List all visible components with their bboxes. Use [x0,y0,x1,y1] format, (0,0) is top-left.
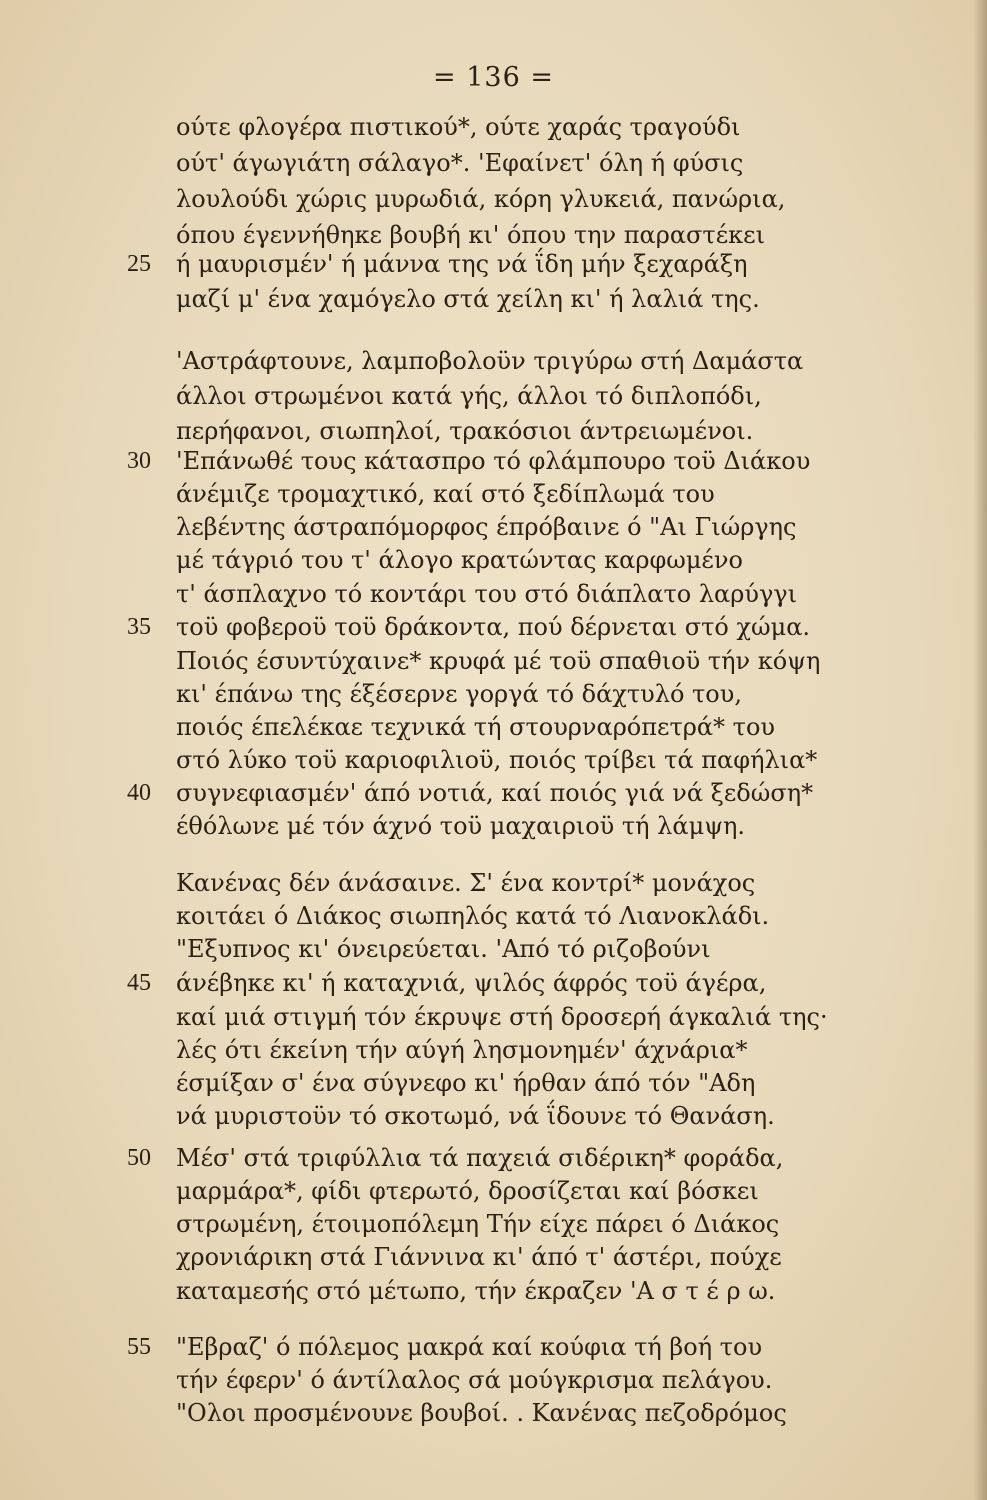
text-line: 'Αστράφτουνε, λαμποβολοϋν τριγύρω στή Δαμάστα [176,347,804,375]
text-line: έθόλωνε μέ τόν άχνό τοϋ μαχαιριοϋ τή λάμψη. [176,812,746,840]
text-line: λουλούδι χώρις μυρωδιά, κόρη γλυκειά, πανώρια, [176,185,786,213]
line-number: 45 [127,970,151,996]
text-line: άνέβηκε κι' ή καταχνιά, ψιλός άφρός τοϋ άγέρα, [176,969,767,997]
line-number: 35 [127,614,151,640]
text-line: τοϋ φοβεροϋ τοϋ δράκοντα, πού δέρνεται στό χώμα. [176,613,811,641]
text-line: συγνεφιασμέν' άπό νοτιά, καί ποιός γιά νά ξεδώση* [176,779,814,807]
line-number: 55 [127,1334,151,1360]
text-line: καί μιά στιγμή τόν έκρυψε στή δροσερή άγκαλιά της· [176,1003,828,1031]
page-number: = 136 = [433,62,554,93]
text-line: νά μυριστοϋν τό σκοτωμό, νά ΐδουνε τό Θανάση. [176,1102,775,1130]
text-line: Κανένας δέν άνάσαινε. Σ' ένα κοντρί* μονάχος [176,869,756,897]
text-line: ποιός έπελέκαε τεχνικά τή στουρναρόπετρά* του [176,713,775,741]
line-number: 30 [127,448,151,474]
text-line: στρωμένη, έτοιμοπόλεμη Τήν είχε πάρει ό Διάκος [176,1210,780,1238]
text-line: μέ τάγριό του τ' άλογο κρατώντας καρφωμένο [176,546,743,574]
text-line: λές ότι έκείνη τήν αύγή λησμονημέν' άχνάρια* [176,1036,748,1064]
text-line: άνέμιζε τρομαχτικό, καί στό ξεδίπλωμά του [176,480,715,508]
text-line: περήφανοι, σιωπηλοί, τρακόσιοι άντρειωμένοι. [176,417,754,445]
line-number: 50 [127,1145,151,1171]
text-line: ούτ' άγωγιάτη σάλαγο*. 'Εφαίνετ' όλη ή φύσις [176,149,744,177]
text-line: λεβέντης άστραπόμορφος έπρόβαινε ό "Αι Γιώργης [176,513,797,541]
text-line: κοιτάει ό Διάκος σιωπηλός κατά τό Λιανοκλάδι. [176,902,770,930]
text-line: ούτε φλογέρα πιστικού*, ούτε χαράς τραγούδι [176,113,741,141]
text-line: "Ολοι προσμένουνε βουβοί. . Κανένας πεζοδρόμος [176,1399,787,1427]
text-line: κι' έπάνω της έξέσερνε γοργά τό δάχτυλό του, [176,680,742,708]
text-line: "Εξυπνος κι' όνειρεύεται. 'Από τό ριζοβούνι [176,935,711,963]
text-line: Ποιός έσυντύχαινε* κρυφά μέ τοϋ σπαθιοϋ τήν κόψη [176,647,821,675]
text-line: "Εβραζ' ό πόλεμος μακρά καί κούφια τή βοή του [176,1333,763,1361]
line-number: 40 [127,780,151,806]
text-line: τήν έφερν' ό άντίλαλος σά μούγκρισμα πελάγου. [176,1366,773,1394]
text-line: ή μαυρισμέν' ή μάννα της νά ΐδη μήν ξεχαράξη [176,250,748,278]
text-line: στό λύκο τοϋ καριοφιλιοϋ, ποιός τρίβει τά παφήλια* [176,746,818,774]
text-line: χρονιάρικη στά Γιάννινα κι' άπό τ' άστέρι, πούχε [176,1243,782,1271]
text-line: μαρμάρα*, φίδι φτερωτό, δροσίζεται καί βόσκει [176,1177,759,1205]
text-line: 'Επάνωθέ τους κάτασπρο τό φλάμπουρο τοϋ Διάκου [176,447,811,475]
text-line: όπου έγεννήθηκε βουβή κι' όπου την παραστέκει [176,221,765,249]
text-line: Μέσ' στά τριφύλλια τά παχειά σιδέρικη* φοράδα, [176,1144,784,1172]
text-line: καταμεσής στό μέτωπο, τήν έκραζεν 'Α σ τ έ ρ ω. [176,1277,776,1305]
page-edge-shadow [973,0,987,1500]
text-line: τ' άσπλαχνο τό κοντάρι του στό διάπλατο λαρύγγι [176,580,798,608]
line-number: 25 [127,251,151,277]
text-line: άλλοι στρωμένοι κατά γής, άλλοι τό διπλοπόδι, [176,382,762,410]
text-line: έσμίξαν σ' ένα σύγνεφο κι' ήρθαν άπό τόν "Αδη [176,1069,756,1097]
text-line: μαζί μ' ένα χαμόγελο στά χείλη κι' ή λαλιά της. [176,285,760,313]
